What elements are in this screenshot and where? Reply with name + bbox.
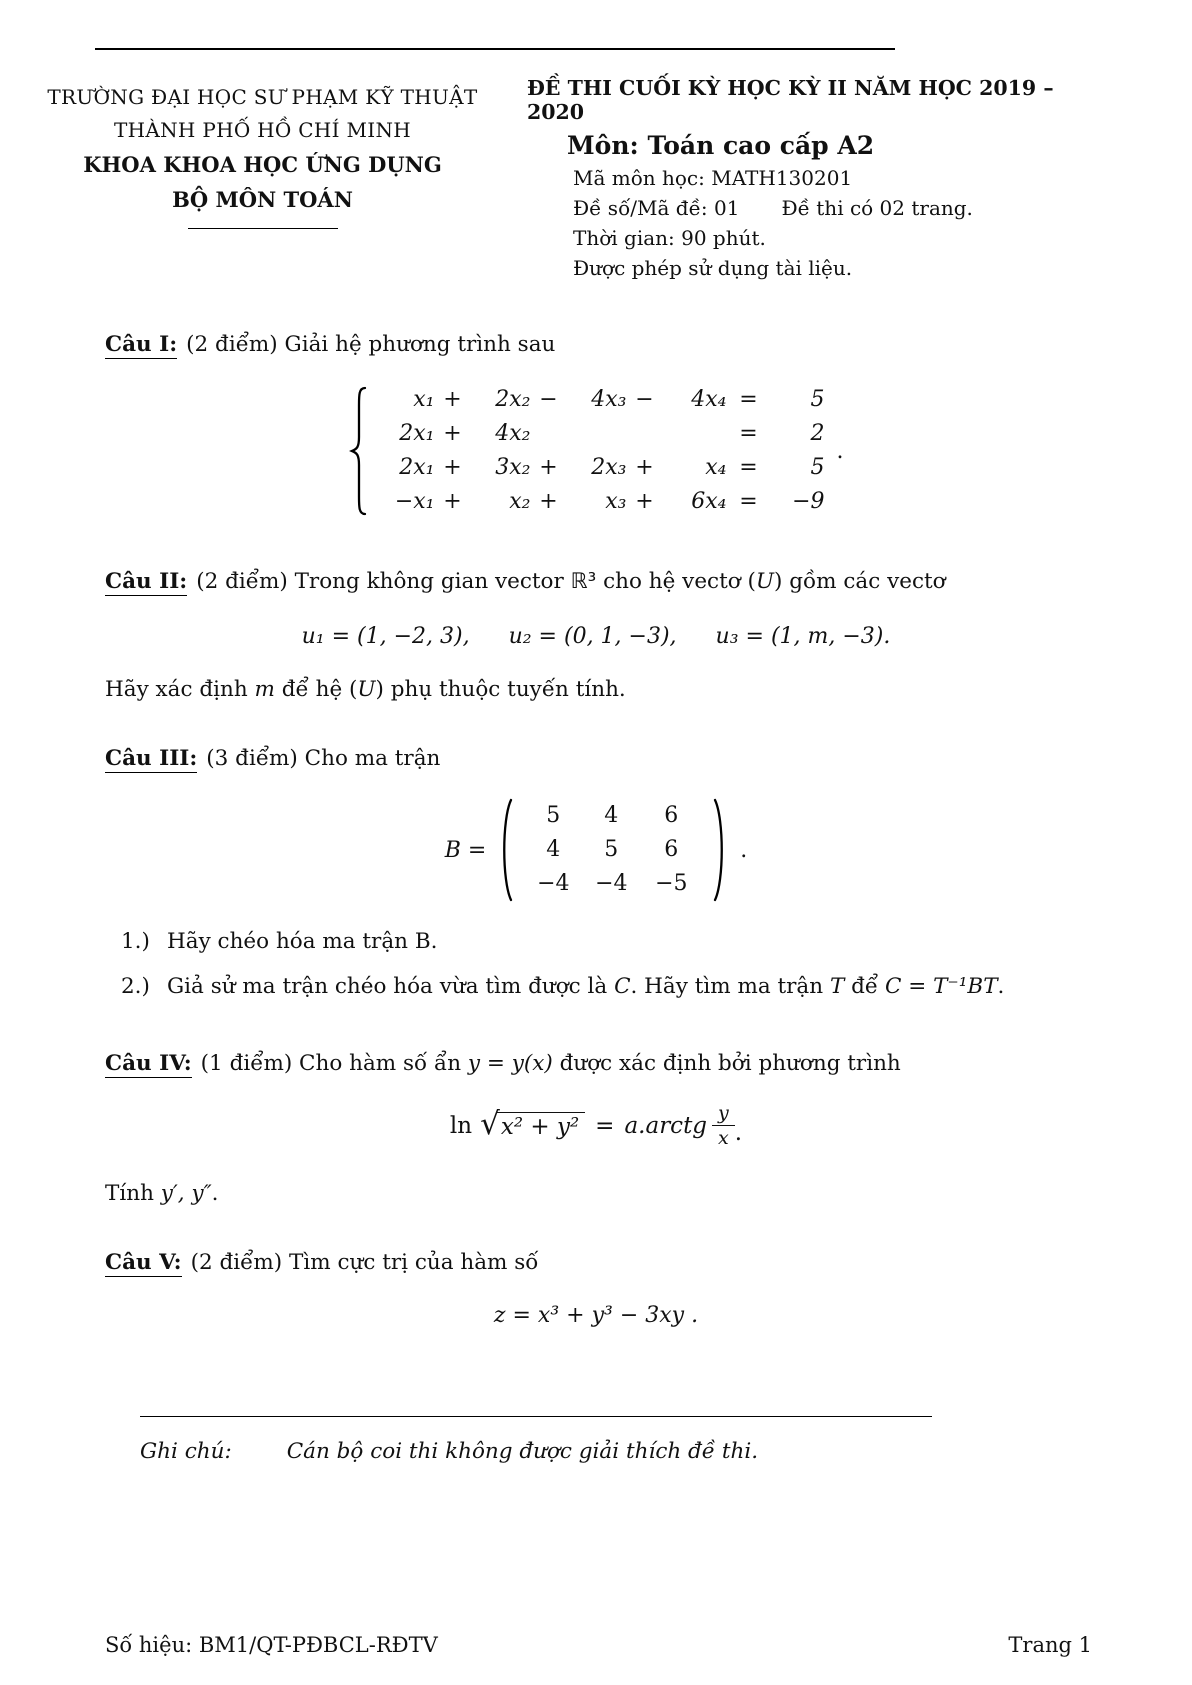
extremum-function: z = x³ + y³ − 3xy . xyxy=(493,1303,699,1328)
exam-code: Đề số/Mã đề: 01 xyxy=(573,196,740,220)
equation-system xyxy=(105,385,1087,517)
page-count: Đề thi có 02 trang. xyxy=(781,196,973,220)
fraction-denominator: x xyxy=(718,1127,729,1149)
eq-cell: x₃ xyxy=(605,489,627,514)
question-4-outro-b: . xyxy=(211,1181,219,1206)
question-3-heading xyxy=(105,746,1087,773)
fraction-numerator: y xyxy=(712,1102,735,1126)
header-divider xyxy=(188,228,338,229)
allowed-materials: Được phép sử dụng tài liệu. xyxy=(573,256,853,280)
university-name: TRƯỜNG ĐẠI HỌC SƯ PHẠM KỸ THUẬT xyxy=(47,85,478,109)
script-u-symbol: U xyxy=(755,569,775,594)
eq-cell: −9 xyxy=(792,489,825,514)
header xyxy=(0,0,1192,280)
question-5-label: Câu V: xyxy=(105,1250,182,1275)
question-1-label: Câu I: xyxy=(105,332,178,357)
eq-cell: x₁ xyxy=(413,387,435,412)
question-2-label: Câu II: xyxy=(105,569,188,594)
eq-cell: 2x₁ xyxy=(399,421,435,446)
eq-cell: + xyxy=(443,489,462,514)
matrix-cell: −4 xyxy=(595,871,628,896)
question-2-intro-b: cho hệ vectơ ( xyxy=(596,569,756,594)
note-label: Ghi chú: xyxy=(140,1439,232,1464)
eq-cell: = xyxy=(739,421,758,446)
matrix-prefix: B = xyxy=(444,837,487,863)
matrix-grid xyxy=(514,801,712,899)
matrix-cell: 6 xyxy=(664,837,679,862)
equation-grid xyxy=(375,385,825,517)
course-code: Mã môn học: MATH130201 xyxy=(573,166,853,190)
exam-info-block xyxy=(527,76,1107,280)
vector-u2: u₂ = (0, 1, −3), xyxy=(508,624,677,649)
eq-cell: x₂ xyxy=(509,489,531,514)
item-2-text-a: Giả sử ma trận chéo hóa vừa tìm được là xyxy=(167,974,615,999)
eq-cell: x₄ xyxy=(705,455,727,480)
sqrt-radical xyxy=(480,1105,585,1144)
eq-cell: + xyxy=(635,489,654,514)
footer-doc-id: Số hiệu: BM1/QT-PĐBCL-RĐTV xyxy=(105,1633,438,1657)
university-block xyxy=(40,76,485,280)
item-2-text-c: để xyxy=(844,974,885,999)
question-2-intro-a: (2 điểm) Trong không gian vector xyxy=(196,569,571,594)
eq-cell xyxy=(627,419,663,449)
item-2-text-d: . xyxy=(997,974,1005,999)
top-rule xyxy=(95,48,895,50)
question-3-label: Câu III: xyxy=(105,746,198,771)
question-1-intro: (2 điểm) Giải hệ phương trình sau xyxy=(186,332,556,357)
derivatives: y′, y″ xyxy=(160,1181,212,1206)
city-line: THÀNH PHỐ HỒ CHÍ MINH xyxy=(114,118,411,142)
arctg-term: a.arctg xyxy=(624,1112,708,1139)
question-5-intro: (2 điểm) Tìm cực trị của hàm số xyxy=(190,1250,539,1275)
question-4-task xyxy=(105,1181,1087,1206)
real-space-symbol: ℝ³ xyxy=(570,569,597,594)
vector-u1: u₁ = (1, −2, 3), xyxy=(301,624,470,649)
matrix-cell: −5 xyxy=(655,871,688,896)
eq-cell: 5 xyxy=(810,387,825,412)
equals-sign: = xyxy=(595,1112,615,1139)
vector-definitions xyxy=(105,624,1087,649)
eq-cell: + xyxy=(539,455,558,480)
matrix-B xyxy=(105,797,1087,903)
matrix-cell: 4 xyxy=(546,837,561,862)
note-rule xyxy=(140,1416,932,1417)
matrix-cell: 5 xyxy=(546,803,561,828)
matrix-cell: 5 xyxy=(604,837,619,862)
eq-cell: − xyxy=(539,387,558,412)
matrix-period: . xyxy=(740,837,748,863)
question-4-intro-b: được xác định bởi phương trình xyxy=(552,1051,901,1076)
formula-period: . xyxy=(734,1119,743,1146)
question-3-item-1 xyxy=(121,929,1087,954)
exam-title: ĐỀ THI CUỐI KỲ HỌC KỲ II NĂM HỌC 2019 – 2020 xyxy=(527,76,1054,124)
matrix-C-symbol: C xyxy=(614,974,631,999)
ln-function: ln xyxy=(449,1112,473,1139)
matrix-cell: 6 xyxy=(664,803,679,828)
matrix-T-symbol: T xyxy=(829,974,845,999)
question-3-item-2 xyxy=(121,974,1087,999)
questions xyxy=(0,332,1192,1464)
question-1-heading xyxy=(105,332,1087,359)
eq-cell: = xyxy=(739,387,758,412)
question-4-heading xyxy=(105,1051,1087,1078)
eq-cell: 2x₃ xyxy=(591,455,627,480)
eq-cell xyxy=(531,419,567,449)
note-text: Cán bộ coi thi không được giải thích đề thi. xyxy=(286,1439,759,1464)
eq-cell: 2x₂ xyxy=(495,387,531,412)
m-symbol: m xyxy=(254,677,275,702)
item-1-marker: 1.) xyxy=(121,929,150,954)
question-4-label: Câu IV: xyxy=(105,1051,192,1076)
faculty-line: KHOA KHOA HỌC ỨNG DỤNG xyxy=(83,152,442,177)
department-line: BỘ MÔN TOÁN xyxy=(172,187,353,212)
question-4-outro-a: Tính xyxy=(105,1181,161,1206)
eq-cell: + xyxy=(443,387,462,412)
question-2-outro-c: ) phụ thuộc tuyến tính. xyxy=(375,677,626,702)
vector-u3: u₃ = (1, m, −3). xyxy=(715,624,891,649)
exam-code-line xyxy=(573,196,1107,220)
right-paren xyxy=(712,797,728,903)
question-2-outro-a: Hãy xác định xyxy=(105,677,255,702)
duration: Thời gian: 90 phút. xyxy=(573,226,766,250)
eq-cell: + xyxy=(539,489,558,514)
eq-cell: = xyxy=(739,489,758,514)
note xyxy=(140,1439,1087,1464)
question-3-intro: (3 điểm) Cho ma trận xyxy=(206,746,441,771)
left-paren xyxy=(498,797,514,903)
footer xyxy=(105,1633,1092,1657)
matrix-cell: 4 xyxy=(604,803,619,828)
eq-cell: 3x₂ xyxy=(495,455,531,480)
eq-cell: 4x₄ xyxy=(691,387,727,412)
eq-cell: 5 xyxy=(810,455,825,480)
eq-cell xyxy=(567,419,627,449)
item-2-marker: 2.) xyxy=(121,974,150,999)
eq-cell: + xyxy=(443,421,462,446)
question-2-task xyxy=(105,677,1087,702)
eq-cell: 4x₂ xyxy=(495,421,531,446)
script-u-symbol: U xyxy=(357,677,376,702)
eq-cell: 2 xyxy=(810,421,825,446)
question-2-intro-c: ) gồm các vectơ xyxy=(774,569,946,594)
similarity-equation: C = T⁻¹BT xyxy=(884,974,998,999)
fraction-y-over-x xyxy=(712,1102,735,1149)
radical-sign: √ xyxy=(480,1105,500,1142)
footer-page-number: Trang 1 xyxy=(1008,1633,1092,1657)
eq-cell: 4x₃ xyxy=(591,387,627,412)
question-4-intro-a: (1 điểm) Cho hàm số ẩn xyxy=(200,1051,468,1076)
eq-cell xyxy=(663,419,727,449)
system-period: . xyxy=(836,438,844,464)
eq-cell: + xyxy=(635,455,654,480)
left-brace xyxy=(349,385,369,517)
item-1-text: Hãy chéo hóa ma trận B. xyxy=(167,929,438,954)
implicit-equation xyxy=(105,1102,1087,1149)
exam-subject: Môn: Toán cao cấp A2 xyxy=(567,131,875,160)
eq-cell: + xyxy=(443,455,462,480)
eq-cell: 2x₁ xyxy=(399,455,435,480)
eq-cell: = xyxy=(739,455,758,480)
item-2-text xyxy=(167,974,1004,999)
question-2-heading xyxy=(105,569,1087,596)
radicand: x² + y² xyxy=(496,1112,585,1140)
matrix-cell: −4 xyxy=(537,871,570,896)
question-5-heading xyxy=(105,1250,1087,1277)
question-2-outro-b: để hệ ( xyxy=(274,677,358,702)
eq-cell: − xyxy=(635,387,654,412)
implicit-function: y = y(x) xyxy=(467,1051,553,1076)
eq-cell: 6x₄ xyxy=(691,489,727,514)
item-2-text-b: . Hãy tìm ma trận xyxy=(630,974,830,999)
eq-cell: −x₁ xyxy=(394,489,435,514)
